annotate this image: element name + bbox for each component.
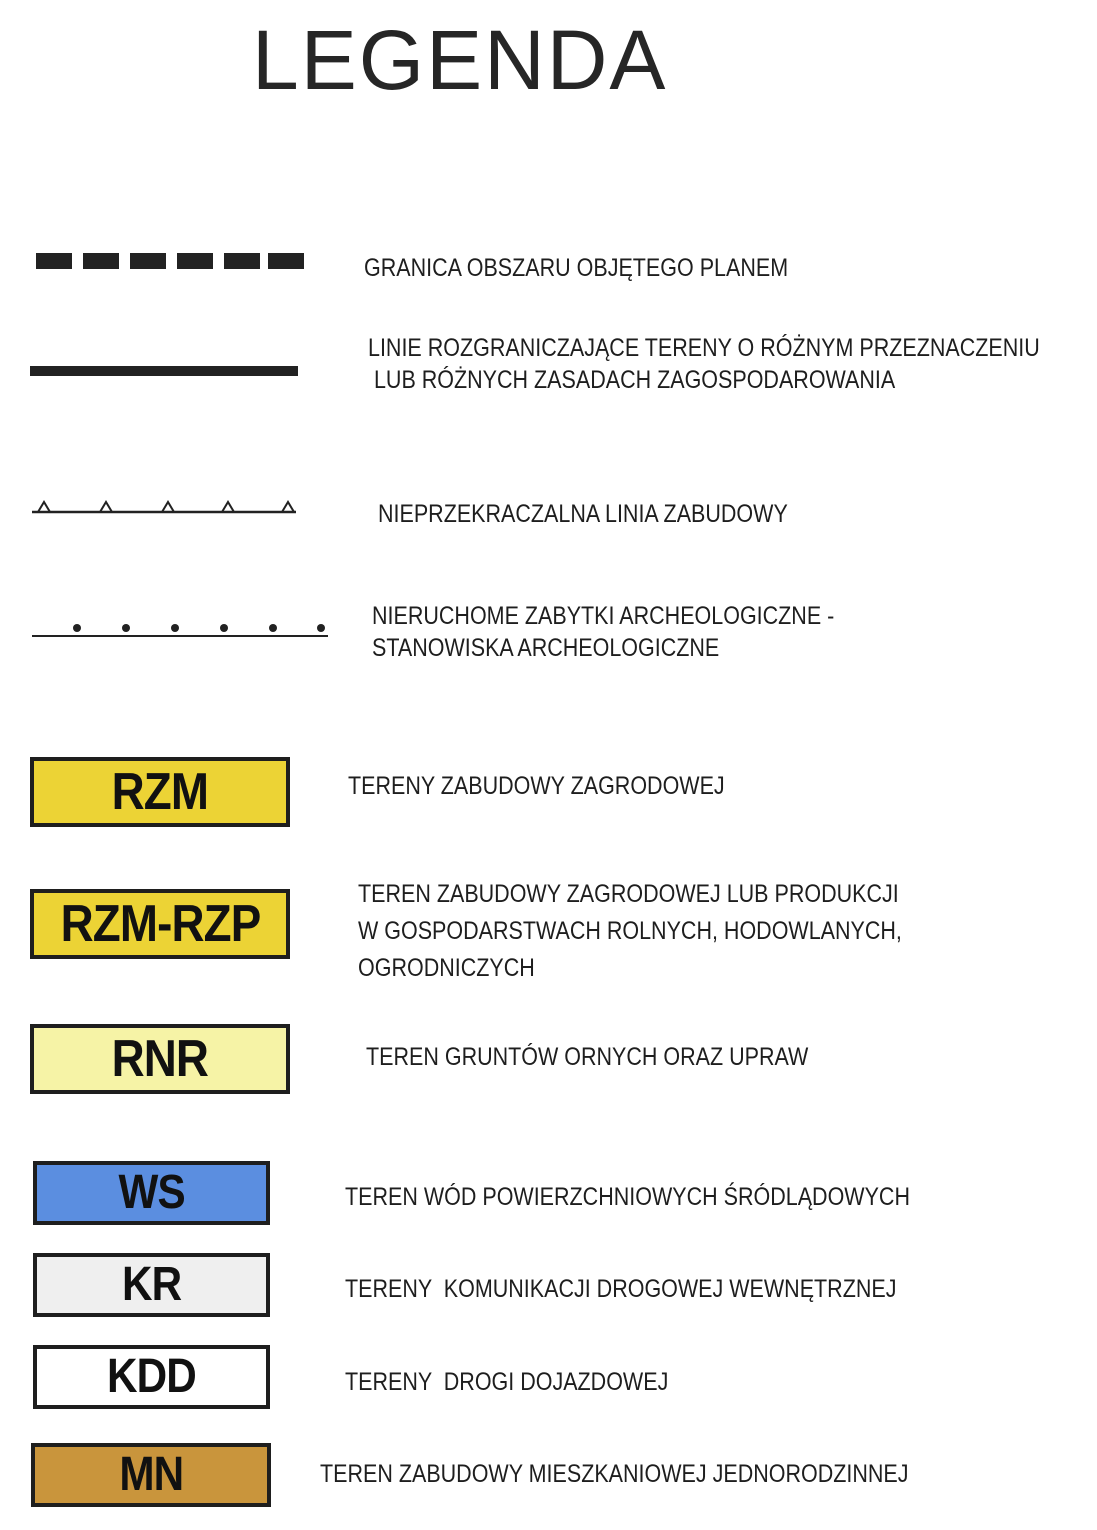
legend-desc-nieprzekraczalna: NIEPRZEKRACZALNA LINIA ZABUDOWY [378, 500, 788, 528]
zone-code-ws: WS [118, 1166, 185, 1219]
legend-desc-linie: LINIE ROZGRANICZAJĄCE TERENY O RÓŻNYM PRZEZNACZENIU LUB RÓŻNYCH ZASADACH ZAGOSPODAROWANIA [368, 334, 1040, 394]
building-line-symbol [30, 494, 300, 518]
dashed-boundary-symbol [36, 251, 306, 271]
zone-box-kr [33, 1253, 270, 1317]
zone-desc-mn: TEREN ZABUDOWY MIESZKANIOWEJ JEDNORODZINNEJ [320, 1460, 909, 1488]
zone-code-rzm-rzp: RZM-RZP [60, 895, 260, 953]
zone-desc-kr: TERENY KOMUNIKACJI DROGOWEJ WEWNĘTRZNEJ [345, 1275, 897, 1303]
zone-desc-ws: TEREN WÓD POWIERZCHNIOWYCH ŚRÓDLĄDOWYCH [345, 1183, 910, 1211]
zone-code-rzm: RZM [111, 763, 209, 821]
zone-box-kdd [33, 1345, 270, 1409]
archaeological-sites-symbol [30, 618, 330, 642]
zone-desc-kdd: TERENY DROGI DOJAZDOWEJ [345, 1368, 669, 1396]
zone-box-rzm [30, 757, 290, 827]
legend-title: LEGENDA [252, 13, 668, 107]
zone-box-ws [33, 1161, 270, 1225]
zone-desc-rzm: TERENY ZABUDOWY ZAGRODOWEJ [348, 772, 725, 800]
zone-code-kr: KR [121, 1258, 182, 1311]
zone-desc-rnr: TEREN GRUNTÓW ORNYCH ORAZ UPRAW [366, 1043, 809, 1071]
zone-code-rnr: RNR [111, 1030, 209, 1088]
zone-box-rnr [30, 1024, 290, 1094]
legend-desc-granica: GRANICA OBSZARU OBJĘTEGO PLANEM [364, 254, 789, 282]
zone-box-mn [31, 1443, 271, 1507]
zone-desc-rzm-rzp: TEREN ZABUDOWY ZAGRODOWEJ LUB PRODUKCJI W GOSPODARSTWACH ROLNYCH, HODOWLANYCH, OGRODNICZYCH [358, 880, 902, 982]
solid-line-symbol [30, 364, 300, 378]
zone-code-kdd: KDD [107, 1350, 196, 1403]
zone-code-mn: MN [119, 1448, 183, 1501]
zone-box-rzm-rzp [30, 889, 290, 959]
legend-desc-zabytki: NIERUCHOME ZABYTKI ARCHEOLOGICZNE - STANOWISKA ARCHEOLOGICZNE [372, 602, 835, 662]
